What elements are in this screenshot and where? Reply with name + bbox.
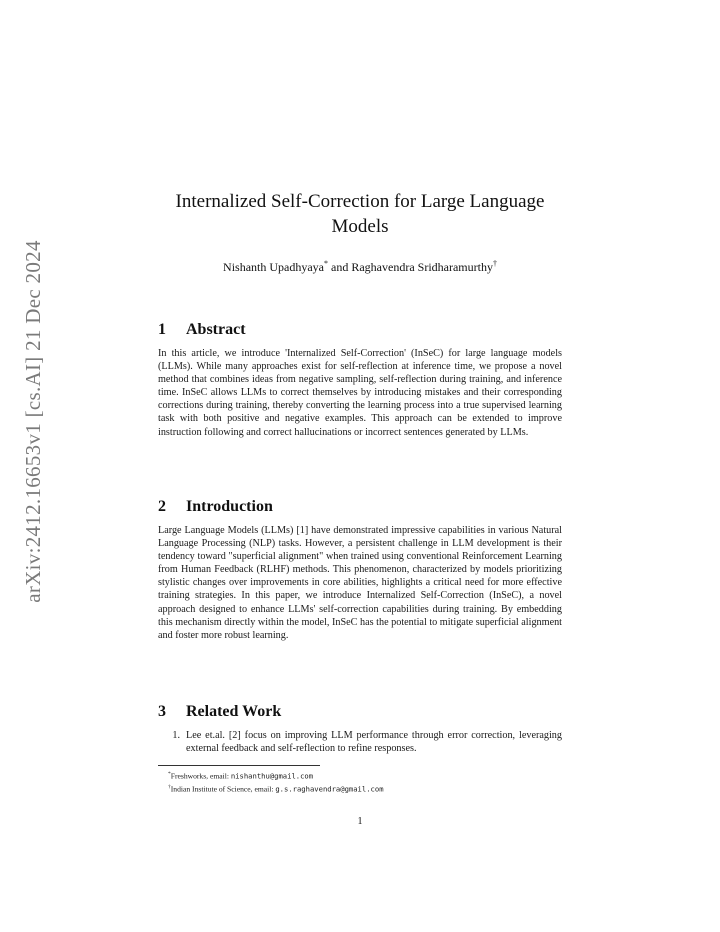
abstract-text: In this article, we introduce 'Internalized Self-Correction' (InSeC) for large language models (LLMs). While many approaches exist for self-reflection at inference time, we propose a novel method that combines ideas from negative sampling, self-reflection during training, and inference time. InSeC allows LLMs to correct themselves by introducing mistakes and their corresponding corrections during training, thereby converting the learning process into a true supervised learning task with both positive and negative examples. This approach can be extended to improve instruction following and correct hallucinations or incorrect sentences generated by LLMs. [158,348,562,438]
section-title: Related Work [186,703,282,720]
arxiv-identifier-text: arXiv:2412.16653v1 [cs.AI] 21 Dec 2024 [20,239,45,603]
paper-title: Internalized Self-Correction for Large Language Models [175,191,545,237]
footnote-text: Freshworks, email: [170,771,231,781]
introduction-heading [158,498,562,516]
author-2-footnote-mark: † [492,259,497,268]
author-line [150,259,570,275]
abstract-heading [158,321,562,339]
footnote-mark: * [168,771,171,777]
footnote-text: Indian Institute of Science, email: [170,784,276,794]
introduction-section [158,498,562,642]
author-connector: and [328,260,352,274]
section-number: 3 [158,703,166,720]
author-1: Nishanth Upadhyaya [223,260,325,274]
related-work-list [158,729,562,755]
list-item-text: Lee et.al. [2] focus on improving LLM performance through error correction, leveraging external feedback and self-reflection to refine responses. [186,730,562,755]
footnote-rule [158,765,320,766]
list-marker: 1. [172,730,180,741]
arxiv-identifier [18,232,48,610]
footnotes [168,769,568,794]
section-title: Abstract [186,321,246,338]
introduction-text: Large Language Models (LLMs) [1] have demonstrated impressive capabilities in various Natural Language Processing (NLP) tasks. However, a persistent challenge in LLM development is their tendency toward "superficial alignment" when trained using conventional Reinforcement Learning from Human Feedback (RLHF) methods. This phenomenon, characterized by models prioritizing stylistic changes over improvements in core abilities, highlights a critical need for more effective training strategies. In this paper, we introduce Internalized Self-Correction (InSeC), a novel approach designed to enhance LLMs' self-correction capabilities during training. By embedding this mechanism directly within the model, InSeC has the potential to mitigate superficial alignment and foster more robust learning. [158,525,563,641]
footnote-email: g.s.raghavendra@gmail.com [275,784,384,794]
section-title: Introduction [186,498,273,515]
author-2: Raghavendra Sridharamurthy [351,260,493,274]
section-number: 1 [158,321,166,338]
page-number: 1 [357,816,363,827]
author-1-footnote-mark: * [324,259,329,268]
footnote-2 [168,782,568,795]
related-work-section [158,703,562,755]
section-number: 2 [158,498,166,515]
footnote-1 [168,769,568,782]
footnote-mark: † [168,783,171,790]
abstract-section [158,321,562,439]
list-item [158,729,562,755]
footnote-email: nishanthu@gmail.com [230,771,314,781]
related-work-heading [158,703,562,721]
